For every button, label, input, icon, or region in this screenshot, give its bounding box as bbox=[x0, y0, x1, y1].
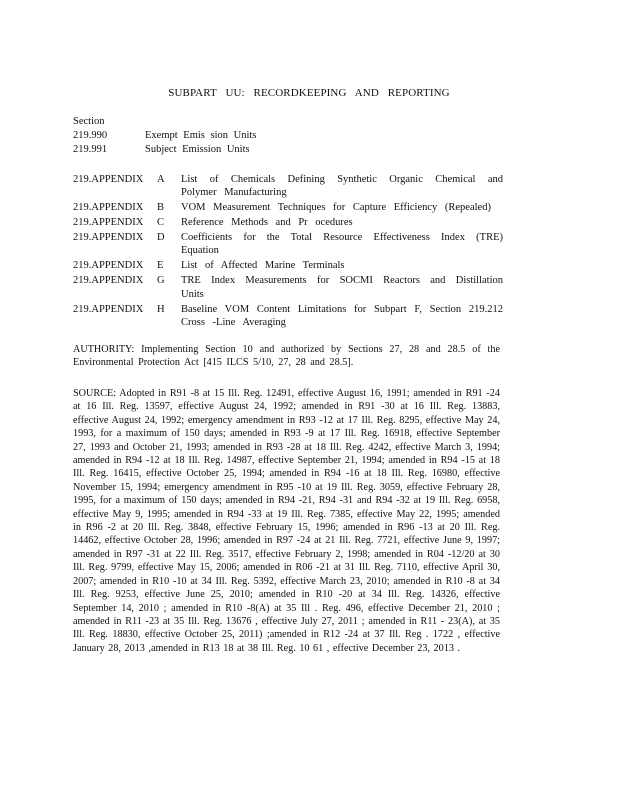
source-paragraph: SOURCE: Adopted in R91 -8 at 15 Ill. Reg. 12491, effective August 16, 1991; amended in R91 -24 at 16 Ill. Reg. 13597, effective August 24, 1992; amended in R91 -30 at 16 Ill. Reg. 13883, effective August 24, 1992; emergency amendment in R93 -12 at 17 Ill. Reg. 8295, effective May 24, 1993, for a maximum of 150 days; amended in R93 -9 at 17 Ill. Reg. 16918, effective September 27, 1993 and October 21, 1993; amended in R93 -28 at 18 Ill. Reg. 4242, effective March 3, 1994; amended in R94 -12 at 18 Ill. Reg. 14987, effective September 21, 1994; amended in R94 -15 at 18 Ill. Reg. 16415, effective October 25, 1994; amended in R94 -16 at 18 Ill. Reg. 16980, effective November 15, 1994; emergency amendment in R95 -10 at 19 Ill. Reg. 3059, effective February 28, 1995, for a maximum of 150 days; amended in R94 -21, R94 -31 and R94 -32 at 19 Ill. Reg. 6958, effective May 9, 1995; amended in R94 -33 at 19 Ill. Reg. 7385, effective May 22, 1995; amended in R96 -2 at 20 Ill. Reg. 3848, effective February 15, 1996; amended in R96 -13 at 20 Ill. Reg. 14462, effective October 28, 1996; amended in R97 -24 at 21 Ill. Reg. 7721, effective June 9, 1997; amended in R97 -31 at 22 Ill. Reg. 3517, effective February 2, 1998; amended in R04 -12/20 at 30 Ill. Reg. 9799, effective May 15, 2006; amended in R06 -21 at 31 Ill. Reg. 7110, effective April 30, 2007; amended in R10 -10 at 34 Ill. Reg. 5392, effective March 23, 2010; amended in R10 -8 at 34 Ill. Reg. 9253, effective June 25, 2010; amended in R10 -20 at 34 Ill. Reg. 14326, effective September 14, 2010 ; amended in R10 -8(A) at 35 Ill . Reg. 496, effective December 21, 2010 ; amended in R11 -23 at 35 Ill. Reg. 13676 , effective July 27, 2011 ; amended in R11 - 23(A), at 35 Ill. Reg. 18830, effective October 25, 2011) ;amended in R12 -24 at 37 Ill. Reg . 1722 , effective January 28, 2013 ,amended in R13 18 at 38 Ill. Reg. 10 61 , effective December 23, 2013 . bbox=[73, 388, 500, 654]
appendix-row bbox=[73, 274, 503, 300]
section-number: 219.991 bbox=[73, 144, 108, 155]
appendix-row bbox=[73, 303, 503, 329]
appendix-list bbox=[73, 173, 503, 331]
section-description: Exempt Emis sion Units bbox=[145, 130, 257, 141]
appendix-code: 219.APPENDIX bbox=[73, 217, 144, 229]
appendix-title: VOM Measurement Techniques for Capture Efficiency (Repealed) bbox=[181, 202, 491, 214]
appendix-row bbox=[73, 173, 503, 199]
appendix-letter: D bbox=[157, 232, 165, 244]
appendix-code: 219.APPENDIX bbox=[73, 202, 144, 214]
appendix-title: Coefficients for the Total Resource Effectiveness Index (TRE) Equation bbox=[181, 232, 503, 257]
authority-paragraph: AUTHORITY: Implementing Section 10 and authorized by Sections 27, 28 and 28.5 of the Environmental Protection Act [415 ILCS 5/10, 27, 28 and 28.5]. bbox=[73, 344, 500, 369]
appendix-code: 219.APPENDIX bbox=[73, 275, 144, 287]
appendix-row bbox=[73, 231, 503, 257]
subpart-title: SUBPART UU: RECORDKEEPING AND REPORTING bbox=[168, 87, 450, 99]
section-row bbox=[73, 130, 256, 141]
appendix-row bbox=[73, 216, 503, 229]
section-description: Subject Emission Units bbox=[145, 144, 250, 155]
appendix-title: TRE Index Measurements for SOCMI Reactors and Distillation Units bbox=[181, 275, 503, 300]
appendix-row bbox=[73, 201, 503, 214]
appendix-letter: H bbox=[157, 303, 165, 315]
section-number: 219.990 bbox=[73, 130, 108, 141]
appendix-title: Reference Methods and Pr ocedures bbox=[181, 217, 353, 229]
appendix-code: 219.APPENDIX bbox=[73, 260, 144, 272]
appendix-title: List of Affected Marine Terminals bbox=[181, 260, 345, 272]
appendix-code: 219.APPENDIX bbox=[73, 303, 144, 315]
section-row bbox=[73, 144, 250, 155]
section-header: Section bbox=[73, 116, 105, 127]
appendix-title: List of Chemicals Defining Synthetic Organic Chemical and Polymer Manufacturing bbox=[181, 174, 503, 199]
appendix-letter: C bbox=[157, 217, 165, 229]
appendix-letter: E bbox=[157, 260, 164, 272]
appendix-code: 219.APPENDIX bbox=[73, 174, 144, 185]
appendix-letter: G bbox=[157, 275, 165, 287]
appendix-letter: A bbox=[157, 174, 165, 185]
appendix-row bbox=[73, 259, 503, 272]
appendix-code: 219.APPENDIX bbox=[73, 232, 144, 244]
appendix-letter: B bbox=[157, 202, 165, 214]
appendix-title: Baseline VOM Content Limitations for Subpart F, Section 219.212 Cross -Line Averaging bbox=[181, 303, 503, 328]
